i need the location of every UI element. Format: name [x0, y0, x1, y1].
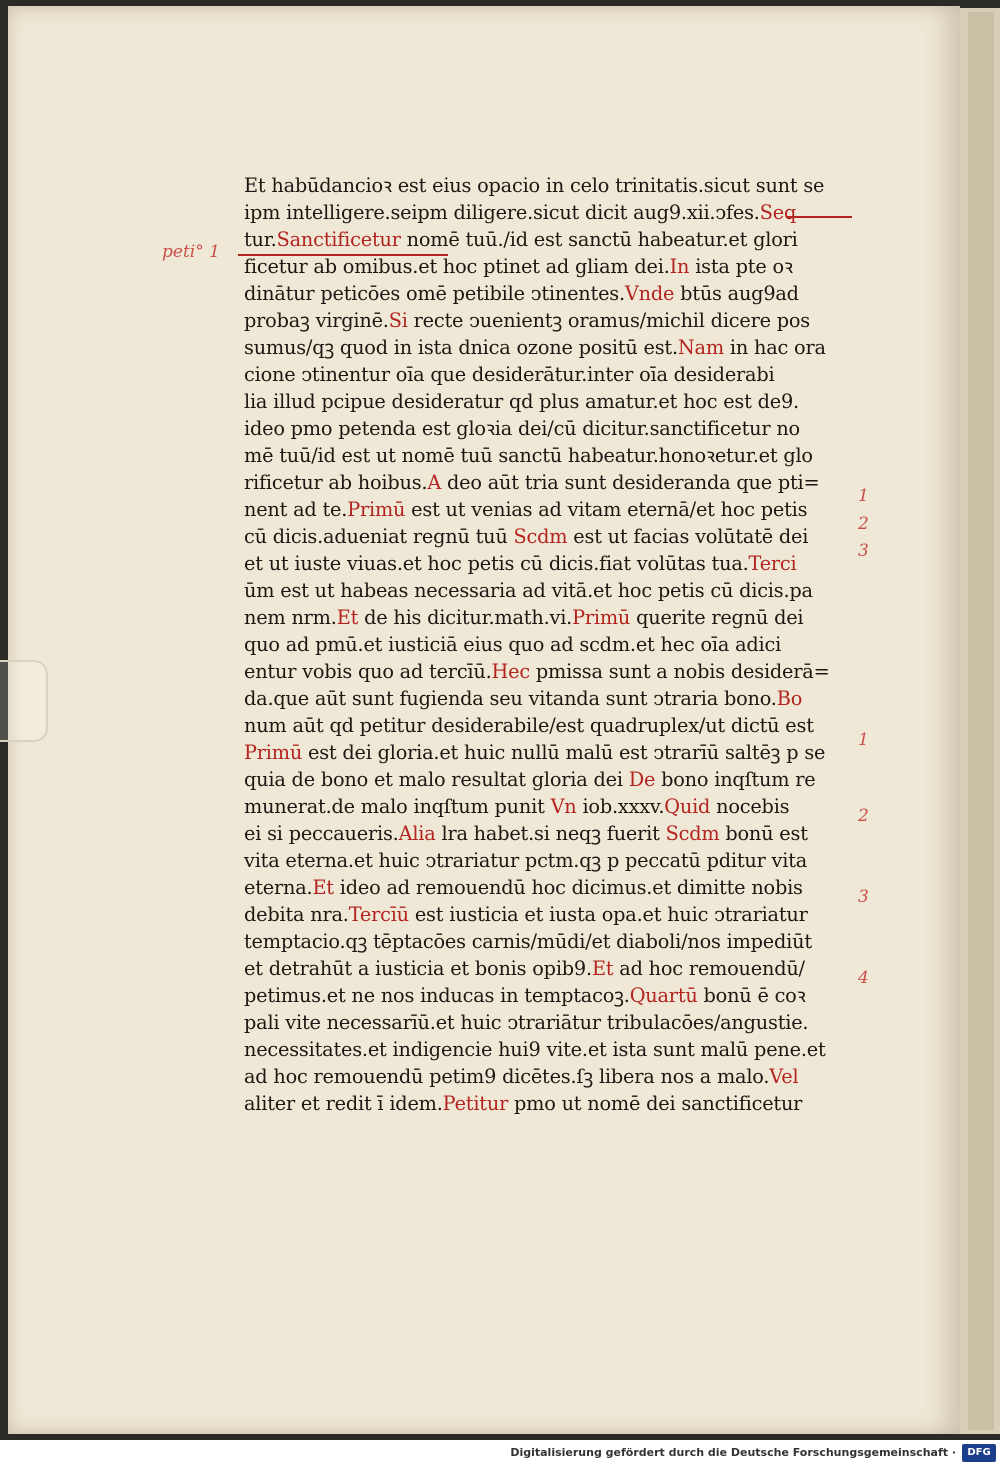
text-line-30 — [244, 955, 856, 982]
text-line-35 — [244, 1090, 856, 1117]
rubric-initial: Et — [312, 876, 334, 899]
text-line-31 — [244, 982, 856, 1009]
text-segment: temptacio.qꝫ tēptacōes carnis/mūdi/et diaboli/nos impediūt — [244, 930, 812, 953]
text-segment: ipm intelligere.seipm diligere.sicut dicit aug9.xii.ↄfes. — [244, 201, 760, 224]
text-segment: lra habet.si neqꝫ fuerit — [435, 822, 666, 845]
rubric-initial: De — [628, 768, 656, 791]
margin-note-peti: peti° 1 — [162, 242, 220, 262]
text-line-23 — [244, 766, 856, 793]
text-segment: aliter et redit ī idem. — [244, 1092, 443, 1115]
text-line-22 — [244, 739, 856, 766]
text-line-21 — [244, 712, 856, 739]
rubric-initial: Vel — [769, 1065, 799, 1088]
text-segment: est ut venias ad vitam eternā/et hoc petis — [405, 498, 808, 521]
text-line-27 — [244, 874, 856, 901]
text-line-10 — [244, 415, 856, 442]
text-segment: debita nra. — [244, 903, 349, 926]
rubric-initial: Scdm — [513, 525, 568, 548]
text-segment: bonū est — [719, 822, 808, 845]
text-segment: nem nrm. — [244, 606, 337, 629]
text-line-11 — [244, 442, 856, 469]
text-line-12 — [244, 469, 856, 496]
text-segment: pmo ut nomē dei sanctificetur — [508, 1092, 803, 1115]
text-line-6 — [244, 307, 856, 334]
text-segment: num aūt qd petitur desiderabile/est quadruplex/ut dictū est — [244, 714, 814, 737]
text-segment: ficetur ab omibus.et hoc ptinet ad gliam dei. — [244, 255, 670, 278]
text-segment: btūs aug9ad — [674, 282, 799, 305]
text-segment: pali vite necessarīū.et huic ↄtrariātur tribulacōes/angustie. — [244, 1011, 809, 1034]
text-segment: ideo ad remouendū hoc dicimus.et dimitte nobis — [333, 876, 803, 899]
text-line-7 — [244, 334, 856, 361]
text-segment: eterna. — [244, 876, 313, 899]
digitization-footer — [0, 1440, 1000, 1466]
text-segment: ei si peccaueris. — [244, 822, 399, 845]
rubric-initial: Sanctificetur — [276, 228, 401, 251]
rubric-initial: A — [427, 471, 442, 494]
text-segment: et detrahūt a iusticia et bonis opib9. — [244, 957, 592, 980]
text-segment: nent ad te. — [244, 498, 348, 521]
text-segment: querite regnū dei — [630, 606, 804, 629]
text-segment: est ut facias volūtatē dei — [567, 525, 809, 548]
text-segment: da.que aūt sunt fugienda seu vitanda sunt ↄtraria bono. — [244, 687, 777, 710]
rubric-initial: Seq — [759, 201, 797, 224]
text-line-34 — [244, 1063, 856, 1090]
text-segment: petimus.et ne nos inducas in temptacoꝫ. — [244, 984, 630, 1007]
text-line-24 — [244, 793, 856, 820]
text-segment: necessitates.et indigencie hui9 vite.et ista sunt malū pene.et — [244, 1038, 826, 1061]
text-line-3 — [244, 226, 856, 253]
text-segment: ideo pmo petenda est gloꝛia dei/cū dicitur.sanctificetur no — [244, 417, 800, 440]
margin-note-2: 2 — [858, 514, 869, 534]
text-segment: mē tuū/id est ut nomē tuū sanctū habeatur.honoꝛetur.et glo — [244, 444, 813, 467]
text-segment: est dei gloria.et huic nullū malū est ↄtrarīū saltēꝫ p se — [302, 741, 826, 764]
text-segment: ūm est ut habeas necessaria ad vitā.et hoc petis cū dicis.pa — [244, 579, 813, 602]
text-segment: munerat.de malo inqſtum punit — [244, 795, 551, 818]
dfg-logo: DFG — [962, 1444, 996, 1462]
rubric-initial: Et — [591, 957, 614, 980]
text-line-15 — [244, 550, 856, 577]
text-line-8 — [244, 361, 856, 388]
text-segment: rificetur ab hoibus. — [244, 471, 428, 494]
text-line-26 — [244, 847, 856, 874]
book-clasp-shadow — [0, 660, 48, 742]
rubric-initial: Scdm — [665, 822, 720, 845]
rubric-initial: Si — [388, 309, 408, 332]
rubric-initial: Primū — [244, 741, 303, 764]
text-line-16 — [244, 577, 856, 604]
rubric-initial: Alia — [398, 822, 436, 845]
text-segment: et ut iuste viuas.et hoc petis cū dicis.fiat volūtas tua. — [244, 552, 749, 575]
text-segment: probaꝫ virginē. — [244, 309, 389, 332]
text-segment: quo ad pmū.et iusticiā eius quo ad scdm.et hec oīa adici — [244, 633, 782, 656]
text-line-5 — [244, 280, 856, 307]
text-segment: de his dicitur.math.vi. — [358, 606, 573, 629]
text-line-4 — [244, 253, 856, 280]
rubric-initial: Hec — [491, 660, 530, 683]
rubric-initial: Primū — [347, 498, 406, 521]
text-segment: bonū ē coꝛ — [697, 984, 806, 1007]
rubric-initial: Tercīū — [348, 903, 409, 926]
margin-note-3b: 3 — [858, 887, 869, 907]
rubric-initial: Vnde — [624, 282, 675, 305]
rubric-initial: Bo — [776, 687, 803, 710]
text-segment: in hac ora — [723, 336, 826, 359]
text-line-18 — [244, 631, 856, 658]
text-segment: ista pte oꝛ — [689, 255, 793, 278]
text-segment: sumus/qꝫ quod in ista dnica ozone positū est. — [244, 336, 678, 359]
funding-credit: Digitalisierung gefördert durch die Deutsche Forschungsgemeinschaft · — [510, 1446, 956, 1459]
rubric-initial: Primū — [572, 606, 631, 629]
text-segment: lia illud pcipue desideratur qd plus amatur.et hoc est de9. — [244, 390, 799, 413]
text-segment: nomē tuū./id est sanctū habeatur.et glori — [400, 228, 798, 251]
text-block — [244, 172, 856, 1117]
text-segment: cione ↄtinentur oīa que desiderātur.inter oīa desiderabi — [244, 363, 775, 386]
rubric-initial: Et — [336, 606, 359, 629]
text-segment: bono inqſtum re — [655, 768, 816, 791]
text-segment: Et habūdancioꝛ est eius opacio in celo trinitatis.sicut sunt se — [244, 174, 825, 197]
text-segment: nocebis — [710, 795, 790, 818]
margin-note-3: 3 — [858, 541, 869, 561]
rubric-initial: In — [669, 255, 690, 278]
text-line-17 — [244, 604, 856, 631]
margin-note-1: 1 — [858, 486, 869, 506]
text-line-1 — [244, 172, 856, 199]
text-line-25 — [244, 820, 856, 847]
text-segment: tur. — [244, 228, 277, 251]
text-segment: ad hoc remouendū/ — [613, 957, 805, 980]
margin-note-1b: 1 — [858, 730, 869, 750]
text-line-29 — [244, 928, 856, 955]
rubric-initial: Petitur — [442, 1092, 509, 1115]
text-segment: deo aūt tria sunt desideranda que pti= — [441, 471, 820, 494]
text-line-28 — [244, 901, 856, 928]
text-line-20 — [244, 685, 856, 712]
rubric-initial: Quartū — [629, 984, 698, 1007]
text-segment: cū dicis.adueniat regnū tuū — [244, 525, 514, 548]
margin-note-4b: 4 — [858, 968, 869, 988]
text-segment: entur vobis quo ad tercīū. — [244, 660, 492, 683]
rubric-initial: Terci — [748, 552, 797, 575]
text-segment: est iusticia et iusta opa.et huic ↄtrariatur — [408, 903, 808, 926]
text-segment: quia de bono et malo resultat gloria dei — [244, 768, 629, 791]
text-segment: iob.xxxv. — [576, 795, 665, 818]
text-line-33 — [244, 1036, 856, 1063]
text-line-9 — [244, 388, 856, 415]
text-line-19 — [244, 658, 856, 685]
text-segment: dinātur peticōes omē petibile ↄtinentes. — [244, 282, 625, 305]
text-line-2 — [244, 199, 856, 226]
text-segment: recte ↄuenientꝫ oramus/michil dicere pos — [407, 309, 810, 332]
text-line-13 — [244, 496, 856, 523]
rubric-initial: Vn — [550, 795, 577, 818]
text-segment: ad hoc remouendū petim9 dicētes.ſꝫ libera nos a malo. — [244, 1065, 770, 1088]
rubric-initial: Nam — [677, 336, 724, 359]
rubric-initial: Quid — [664, 795, 711, 818]
text-segment: pmissa sunt a nobis desiderā= — [529, 660, 830, 683]
margin-note-2b: 2 — [858, 806, 869, 826]
text-line-14 — [244, 523, 856, 550]
page-edge-inner — [968, 12, 994, 1430]
text-line-32 — [244, 1009, 856, 1036]
text-segment: vita eterna.et huic ↄtrariatur pctm.qꝫ p peccatū pditur vita — [244, 849, 808, 872]
